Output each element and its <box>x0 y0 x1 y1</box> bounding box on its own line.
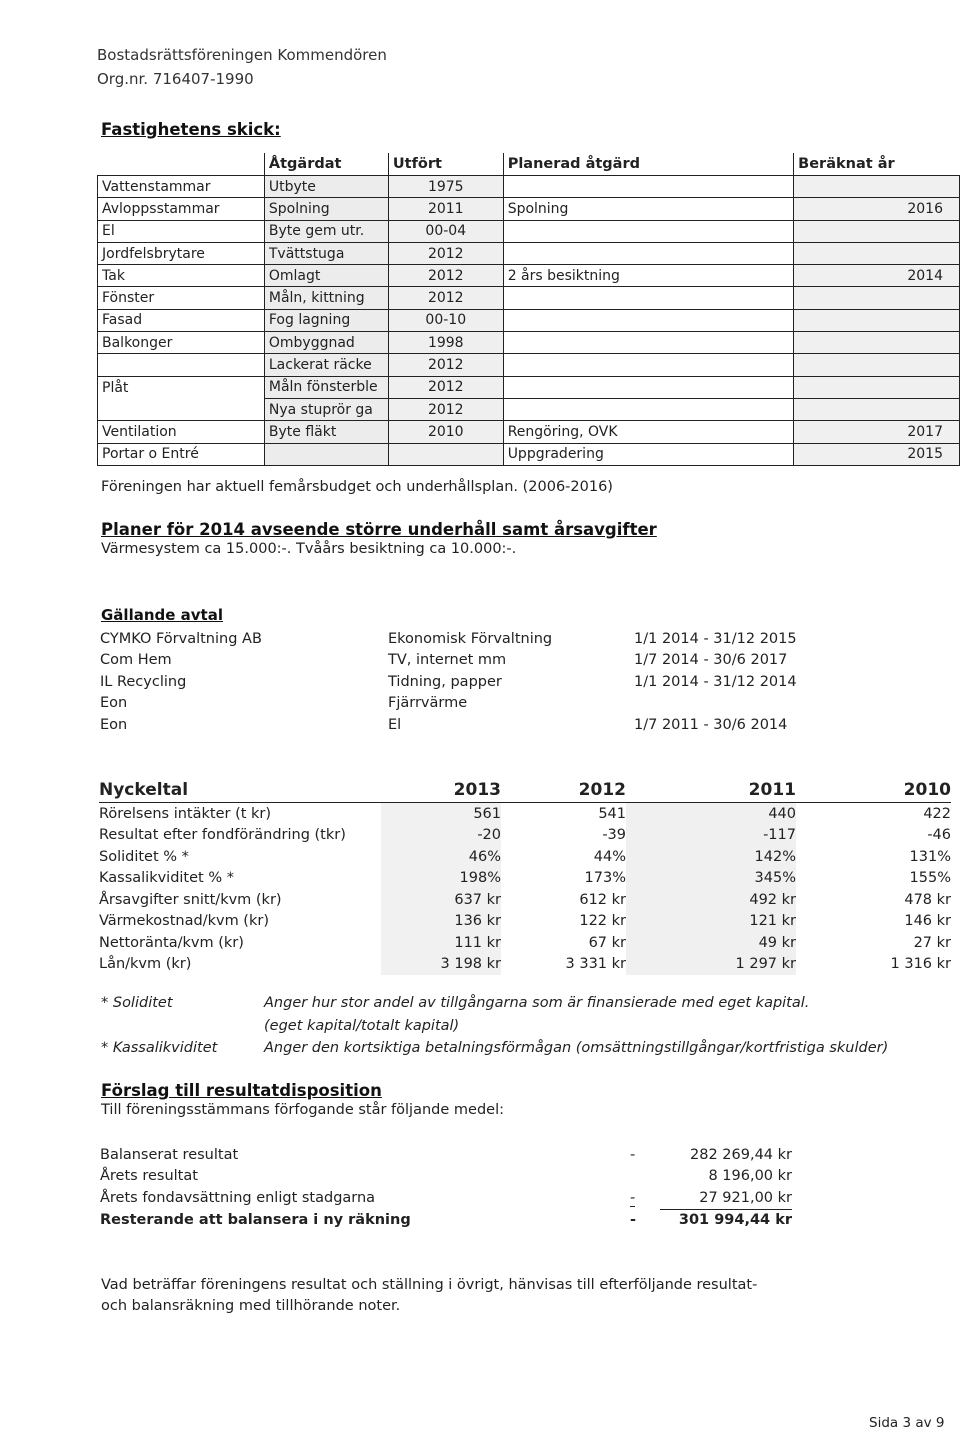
property-est <box>794 332 960 354</box>
contract-row <box>100 671 854 693</box>
key-figure-label: Årsavgifter snitt/kvm (kr) <box>99 891 282 908</box>
key-figure-value: 198% <box>381 868 501 890</box>
key-figure-value: 121 kr <box>626 911 796 933</box>
kassalikviditet-term: * Kassalikviditet <box>101 1040 218 1056</box>
property-done: Ombyggnad <box>264 332 388 354</box>
key-figure-value: 27 kr <box>913 934 951 951</box>
property-row <box>98 421 960 443</box>
property-col-est: Beräknat år <box>794 153 960 176</box>
disposition-sign: - <box>630 1212 637 1228</box>
disposition-sign <box>630 1166 660 1188</box>
key-figure-value: 146 kr <box>904 913 951 930</box>
key-figure-label: Soliditet % * <box>99 848 189 865</box>
kassalikviditet-definition: Anger den kortsiktiga betalningsförmågan (omsättningstillgångar/kortfristiga skulder) <box>264 1040 889 1056</box>
key-figure-value: 478 kr <box>904 891 951 908</box>
property-row <box>98 309 960 331</box>
property-planned: Rengöring, OVK <box>503 421 793 443</box>
property-est: 2014 <box>794 265 960 287</box>
contract-period: 1/1 2014 - 31/12 2014 <box>634 673 797 690</box>
disposition-label: Resterande att balansera i ny räkning <box>100 1212 411 1228</box>
key-figure-value: 136 kr <box>381 911 501 933</box>
key-figure-value: 3 198 kr <box>381 954 501 976</box>
key-figure-value: 3 331 kr <box>565 956 626 973</box>
key-figure-row <box>99 825 951 847</box>
key-figure-value: 422 <box>923 805 951 822</box>
contract-row <box>100 650 854 672</box>
property-item <box>98 398 265 420</box>
property-est: 2016 <box>794 198 960 220</box>
disposition-label: Årets fondavsättning enligt stadgarna <box>100 1190 376 1206</box>
property-col-done: Åtgärdat <box>264 153 388 176</box>
property-row <box>98 176 960 198</box>
property-item: Portar o Entré <box>98 443 265 465</box>
disposition-row <box>100 1166 792 1188</box>
property-item: Ventilation <box>98 421 265 443</box>
property-planned <box>503 287 793 309</box>
disposition-title: Förslag till resultatdisposition <box>101 1081 382 1100</box>
key-figure-value: 440 <box>626 803 796 825</box>
contract-period: 1/1 2014 - 31/12 2015 <box>634 630 797 647</box>
property-year: 2012 <box>388 354 503 376</box>
contract-party: Com Hem <box>100 652 172 669</box>
key-figure-row <box>99 846 951 868</box>
disposition-intro: Till föreningsstämmans förfogande står följande medel: <box>101 1102 504 1118</box>
org-number: Org.nr. 716407-1990 <box>97 70 254 88</box>
contract-row <box>100 693 854 715</box>
property-row <box>98 443 960 465</box>
property-header-row <box>98 153 960 176</box>
property-item: Tak <box>98 265 265 287</box>
key-figure-label: Resultat efter fondförändring (tkr) <box>99 827 346 844</box>
disposition-sign: - <box>630 1190 636 1206</box>
property-row <box>98 332 960 354</box>
key-figure-value: 67 kr <box>588 934 626 951</box>
property-row <box>98 398 960 420</box>
disposition-table <box>100 1144 792 1231</box>
property-est: 2015 <box>794 443 960 465</box>
property-planned <box>503 376 793 398</box>
property-row <box>98 198 960 220</box>
property-year: 2012 <box>388 398 503 420</box>
key-figure-value: -20 <box>381 825 501 847</box>
property-year: 2011 <box>388 198 503 220</box>
key-figure-label: Lån/kvm (kr) <box>99 956 192 973</box>
property-done: Måln, kittning <box>264 287 388 309</box>
property-done: Byte fläkt <box>264 421 388 443</box>
key-figure-value: 46% <box>381 846 501 868</box>
soliditet-formula: (eget kapital/totalt kapital) <box>264 1018 460 1034</box>
disposition-sign: - <box>630 1146 636 1163</box>
property-year: 2012 <box>388 287 503 309</box>
budget-note: Föreningen har aktuell femårsbudget och underhållsplan. (2006-2016) <box>101 479 613 495</box>
year-header: 2013 <box>381 778 501 803</box>
contract-service: Fjärrvärme <box>388 695 468 712</box>
disposition-total-row <box>100 1209 792 1231</box>
contract-party: CYMKO Förvaltning AB <box>100 630 262 647</box>
property-planned: Uppgradering <box>503 443 793 465</box>
disposition-value: 27 921,00 kr <box>660 1187 792 1209</box>
key-figure-row <box>99 803 951 825</box>
property-done <box>264 443 388 465</box>
property-planned <box>503 242 793 264</box>
key-figure-value: 561 <box>381 803 501 825</box>
contract-service: Tidning, papper <box>388 673 502 690</box>
key-figure-value: -46 <box>927 827 951 844</box>
key-figure-value: 111 kr <box>381 932 501 954</box>
contract-party: Eon <box>100 716 128 733</box>
property-year: 2012 <box>388 242 503 264</box>
property-col-year: Utfört <box>388 153 503 176</box>
key-figure-value: 637 kr <box>381 889 501 911</box>
disposition-label: Balanserat resultat <box>100 1146 239 1163</box>
key-figure-value: 122 kr <box>579 913 626 930</box>
contracts-table <box>100 628 854 736</box>
key-figure-value: 155% <box>909 870 951 887</box>
key-figure-value: 1 316 kr <box>890 956 951 973</box>
key-figure-value: 345% <box>626 868 796 890</box>
key-figure-label: Värmekostnad/kvm (kr) <box>99 913 269 930</box>
contract-row <box>100 628 854 650</box>
contract-period: 1/7 2014 - 30/6 2017 <box>634 652 788 669</box>
property-est <box>794 398 960 420</box>
property-year: 2012 <box>388 265 503 287</box>
key-figure-value: 173% <box>584 870 626 887</box>
key-figure-row <box>99 911 951 933</box>
property-row <box>98 220 960 242</box>
key-figure-value: -39 <box>602 827 626 844</box>
property-planned <box>503 398 793 420</box>
disposition-value: 8 196,00 kr <box>708 1168 792 1185</box>
property-est <box>794 176 960 198</box>
property-item: Vattenstammar <box>98 176 265 198</box>
property-item: El <box>98 220 265 242</box>
soliditet-term: * Soliditet <box>101 995 173 1011</box>
property-year: 00-10 <box>388 309 503 331</box>
disposition-row <box>100 1144 792 1166</box>
property-est: 2017 <box>794 421 960 443</box>
property-year: 1975 <box>388 176 503 198</box>
key-figure-value: 612 kr <box>579 891 626 908</box>
contract-service: TV, internet mm <box>388 652 507 669</box>
property-est <box>794 287 960 309</box>
property-year: 1998 <box>388 332 503 354</box>
property-est <box>794 220 960 242</box>
property-year: 2012 <box>388 376 503 398</box>
key-figure-value: 131% <box>909 848 951 865</box>
property-planned <box>503 354 793 376</box>
property-done: Spolning <box>264 198 388 220</box>
page-number: Sida 3 av 9 <box>869 1415 945 1431</box>
property-row <box>98 354 960 376</box>
key-figure-label: Nettoränta/kvm (kr) <box>99 934 244 951</box>
contract-service: El <box>388 716 402 733</box>
property-row <box>98 265 960 287</box>
property-done: Utbyte <box>264 176 388 198</box>
property-year: 2010 <box>388 421 503 443</box>
key-figure-row <box>99 889 951 911</box>
property-item: Fasad <box>98 309 265 331</box>
contract-period: 1/7 2011 - 30/6 2014 <box>634 716 788 733</box>
key-figure-value: 49 kr <box>626 932 796 954</box>
property-planned: 2 års besiktning <box>503 265 793 287</box>
property-item: Avloppsstammar <box>98 198 265 220</box>
contract-row <box>100 714 854 736</box>
disposition-value: 301 994,44 kr <box>678 1212 792 1229</box>
key-figure-value: 492 kr <box>626 889 796 911</box>
disposition-label: Årets resultat <box>100 1168 198 1185</box>
property-done: Byte gem utr. <box>264 220 388 242</box>
key-figure-value: 44% <box>593 848 626 865</box>
property-est <box>794 309 960 331</box>
key-figure-value: -117 <box>626 825 796 847</box>
property-est <box>794 354 960 376</box>
property-item: Plåt <box>98 376 265 398</box>
property-item: Balkonger <box>98 332 265 354</box>
property-planned: Spolning <box>503 198 793 220</box>
property-row <box>98 376 960 398</box>
soliditet-definition: Anger hur stor andel av tillgångarna som är finansierade med eget kapital. <box>264 995 810 1011</box>
property-done: Nya stuprör ga <box>264 398 388 420</box>
plans-text: Värmesystem ca 15.000:-. Tvåårs besiktning ca 10.000:-. <box>101 541 517 557</box>
closing-line-2: och balansräkning med tillhörande noter. <box>101 1298 401 1314</box>
key-figure-label: Rörelsens intäkter (t kr) <box>99 805 272 822</box>
year-header: 2012 <box>501 778 626 803</box>
closing-line-1: Vad beträffar föreningens resultat och ställning i övrigt, hänvisas till efterföljande resultat- <box>101 1277 758 1293</box>
key-figures-header <box>99 778 951 803</box>
contracts-title: Gällande avtal <box>101 606 223 624</box>
key-figure-row <box>99 868 951 890</box>
property-title: Fastighetens skick: <box>101 120 281 139</box>
property-year: 00-04 <box>388 220 503 242</box>
property-col-item <box>98 153 265 176</box>
property-est <box>794 376 960 398</box>
property-planned <box>503 332 793 354</box>
key-figures-title: Nyckeltal <box>99 778 381 803</box>
contract-party: IL Recycling <box>100 673 187 690</box>
property-done: Måln fönsterble <box>264 376 388 398</box>
key-figure-value: 541 <box>598 805 626 822</box>
property-est <box>794 242 960 264</box>
property-planned <box>503 176 793 198</box>
contract-period <box>634 693 854 715</box>
property-item <box>98 354 265 376</box>
property-done: Omlagt <box>264 265 388 287</box>
key-figure-value: 142% <box>626 846 796 868</box>
key-figure-row <box>99 954 951 976</box>
property-item: Fönster <box>98 287 265 309</box>
disposition-row <box>100 1187 792 1209</box>
key-figure-row <box>99 932 951 954</box>
property-table <box>97 153 960 466</box>
contract-party: Eon <box>100 695 128 712</box>
key-figures-table <box>99 778 951 975</box>
year-header: 2010 <box>796 778 951 803</box>
property-item: Jordfelsbrytare <box>98 242 265 264</box>
year-header: 2011 <box>626 778 796 803</box>
property-row <box>98 242 960 264</box>
plans-title: Planer för 2014 avseende större underhåll samt årsavgifter <box>101 520 657 539</box>
key-figure-label: Kassalikviditet % * <box>99 870 234 887</box>
property-col-planned: Planerad åtgärd <box>503 153 793 176</box>
property-planned <box>503 220 793 242</box>
key-figure-value: 1 297 kr <box>626 954 796 976</box>
property-year <box>388 443 503 465</box>
property-done: Tvättstuga <box>264 242 388 264</box>
property-done: Lackerat räcke <box>264 354 388 376</box>
property-planned <box>503 309 793 331</box>
contract-service: Ekonomisk Förvaltning <box>388 630 553 647</box>
property-row <box>98 287 960 309</box>
disposition-value: 282 269,44 kr <box>690 1146 792 1163</box>
property-done: Fog lagning <box>264 309 388 331</box>
org-name: Bostadsrättsföreningen Kommendören <box>97 46 387 64</box>
